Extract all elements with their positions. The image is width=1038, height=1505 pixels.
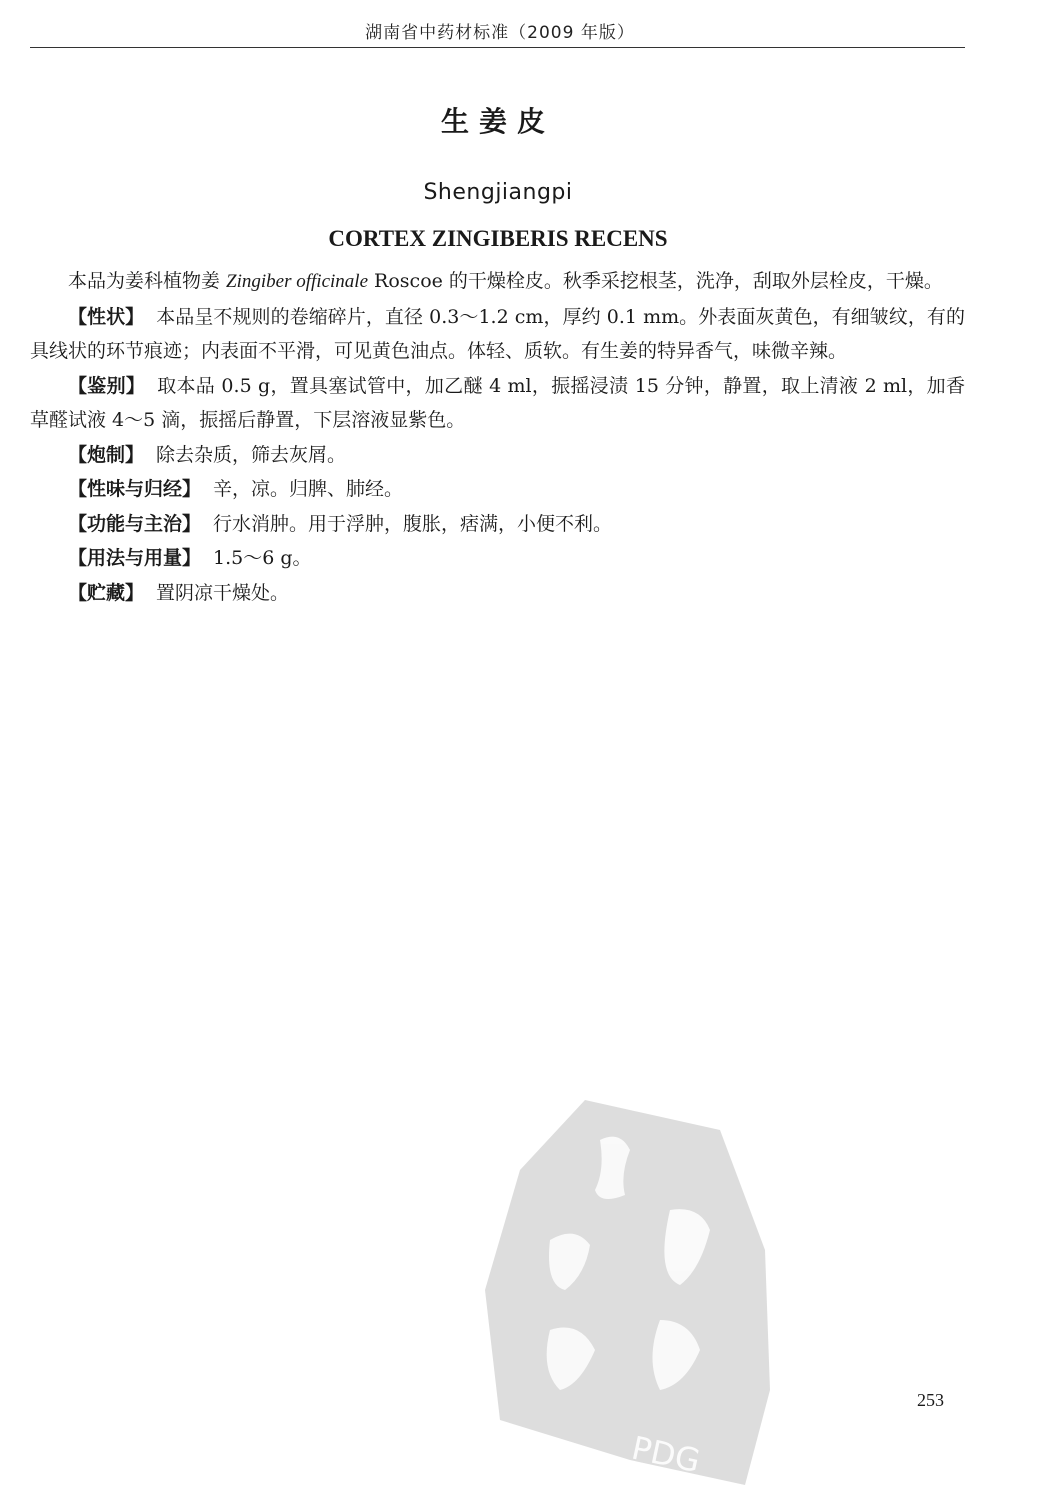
section-processing bbox=[30, 438, 965, 473]
section-text: 置阴凉干燥处。 bbox=[156, 581, 290, 604]
watermark-seal bbox=[480, 1090, 780, 1490]
section-identification bbox=[30, 369, 965, 438]
section-text: 取本品 0.5 g，置具塞试管中，加乙醚 4 ml，振摇浸渍 15 分钟，静置，取上清液 2 ml，加香草醛试液 4～5 滴，振摇后静置，下层溶液显紫色。 bbox=[30, 374, 965, 431]
intro-text-after: Roscoe 的干燥栓皮。秋季采挖根茎，洗净，刮取外层栓皮，干燥。 bbox=[368, 270, 943, 292]
species-name: Zingiber officinale bbox=[226, 271, 369, 292]
section-text: 除去杂质，筛去灰屑。 bbox=[156, 443, 347, 466]
header-rule bbox=[30, 47, 965, 48]
section-label: 【用法与用量】 bbox=[68, 547, 202, 569]
intro-text-before: 本品为姜科植物姜 bbox=[68, 270, 227, 292]
section-label: 【炮制】 bbox=[68, 443, 145, 466]
section-properties bbox=[30, 472, 965, 507]
section-text: 行水消肿。用于浮肿，腹胀，痞满，小便不利。 bbox=[213, 512, 613, 535]
section-label: 【性味与归经】 bbox=[68, 478, 202, 500]
section-label: 【功能与主治】 bbox=[68, 512, 202, 535]
title-pinyin: Shengjiangpi bbox=[423, 180, 573, 205]
section-text: 辛，凉。归脾、肺经。 bbox=[213, 478, 404, 500]
entry-body bbox=[30, 264, 965, 610]
watermark-text: PDG bbox=[628, 1428, 704, 1481]
section-functions bbox=[30, 507, 965, 542]
section-text: 本品呈不规则的卷缩碎片，直径 0.3～1.2 cm，厚约 0.1 mm。外表面灰黄色，有细皱纹，有的具线状的环节痕迹；内表面不平滑，可见黄色油点。体轻、质软。有生姜的特异香气，味微辛辣。 bbox=[30, 305, 965, 362]
title-latin: CORTEX ZINGIBERIS RECENS bbox=[328, 226, 668, 251]
section-label: 【性状】 bbox=[68, 305, 145, 328]
title-chinese: 生姜皮 bbox=[440, 105, 555, 138]
section-dosage bbox=[30, 541, 965, 576]
section-label: 【鉴别】 bbox=[68, 374, 146, 397]
section-label: 【贮藏】 bbox=[68, 581, 145, 604]
intro-paragraph bbox=[30, 264, 965, 300]
page-number: 253 bbox=[917, 1390, 944, 1410]
section-text: 1.5～6 g。 bbox=[213, 547, 312, 569]
section-description bbox=[30, 300, 965, 369]
section-storage bbox=[30, 576, 965, 611]
running-header: 湖南省中药材标准（2009 年版） bbox=[365, 23, 635, 43]
